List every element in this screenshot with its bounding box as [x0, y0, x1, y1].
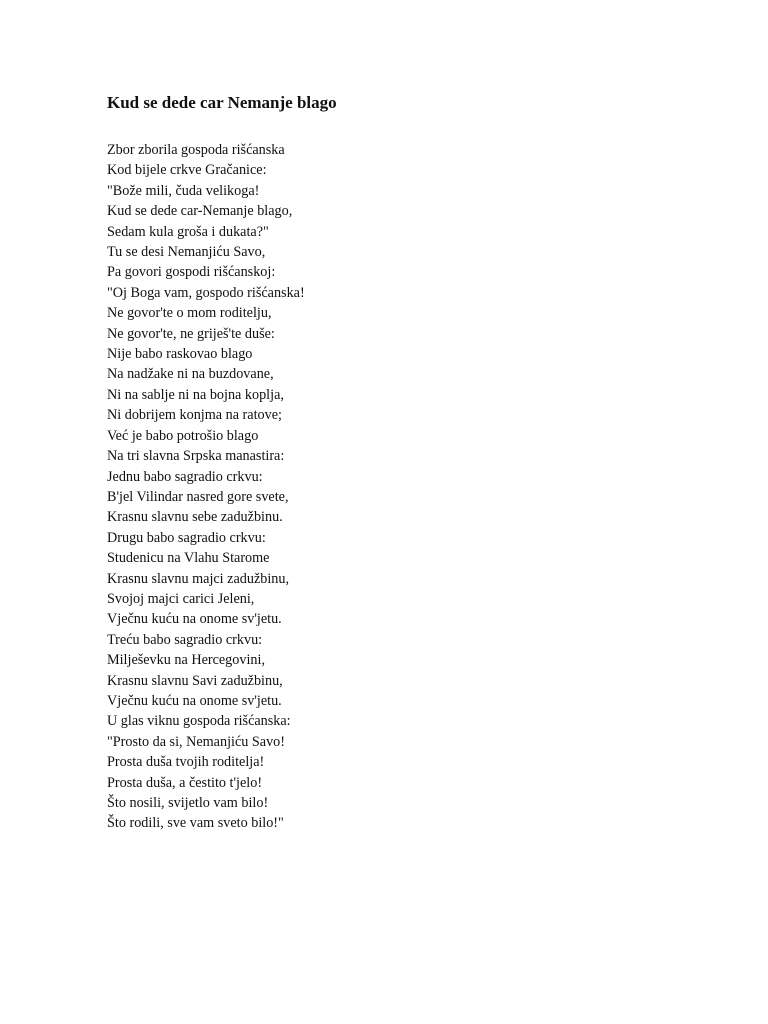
poem-line: Treću babo sagradio crkvu: [107, 631, 263, 648]
poem-line: "Bože mili, čuda velikoga! [107, 182, 260, 199]
poem-line: "Prosto da si, Nemanjiću Savo! [107, 733, 285, 750]
poem-line: Sedam kula groša i dukata?" [107, 223, 269, 240]
poem-line: Ni na sablje ni na bojna koplja, [107, 386, 284, 403]
poem-line: Ni dobrijem konjma na ratove; [107, 407, 282, 424]
poem-line: Milješevku na Hercegovini, [107, 652, 265, 669]
poem-line: "Oj Boga vam, gospodo rišćanska! [107, 284, 305, 301]
poem-line: Studenicu na Vlahu Starome [107, 550, 270, 567]
poem-line: Već je babo potrošio blago [107, 427, 259, 444]
poem-line: Što rodili, sve vam sveto bilo!" [107, 815, 284, 832]
poem-line: Prosta duša, a čestito t'jelo! [107, 774, 263, 791]
poem-line: Na tri slavna Srpska manastira: [107, 448, 285, 465]
poem-line: Ne govor'te, ne griješ'te duše: [107, 325, 275, 342]
poem-line: Prosta duša tvojih roditelja! [107, 754, 265, 771]
poem-line: U glas viknu gospoda rišćanska: [107, 713, 291, 730]
poem-line: Kud se dede car-Nemanje blago, [107, 203, 293, 220]
poem-line: Vječnu kuću na onome sv'jetu. [107, 692, 282, 709]
poem-line: Svojoj majci carici Jeleni, [107, 590, 255, 607]
poem-line: Drugu babo sagradio crkvu: [107, 529, 266, 546]
poem-line: Jednu babo sagradio crkvu: [107, 468, 263, 485]
poem-line: Vječnu kuću na onome sv'jetu. [107, 611, 282, 628]
poem-line: Što nosili, svijetlo vam bilo! [107, 795, 269, 811]
poem-line: Nije babo raskovao blago [107, 346, 253, 363]
poem-line: Krasnu slavnu Savi zadužbinu, [107, 672, 283, 689]
poem-line: Tu se desi Nemanjiću Savo, [107, 244, 266, 261]
poem-body [107, 140, 305, 834]
poem-line: B'jel Vilindar nasred gore svete, [107, 488, 289, 505]
poem-line: Kod bijele crkve Gračanice: [107, 162, 267, 179]
poem-line: Pa govori gospodi rišćanskoj: [107, 264, 276, 281]
poem-line: Zbor zborila gospoda rišćanska [107, 142, 285, 158]
poem-line: Ne govor'te o mom roditelju, [107, 305, 272, 322]
poem-line: Krasnu slavnu sebe zadužbinu. [107, 509, 283, 526]
poem-line: Na nadžake ni na buzdovane, [107, 366, 274, 383]
poem-line: Krasnu slavnu majci zadužbinu, [107, 570, 290, 587]
poem-title: Kud se dede car Nemanje blago [107, 93, 337, 112]
